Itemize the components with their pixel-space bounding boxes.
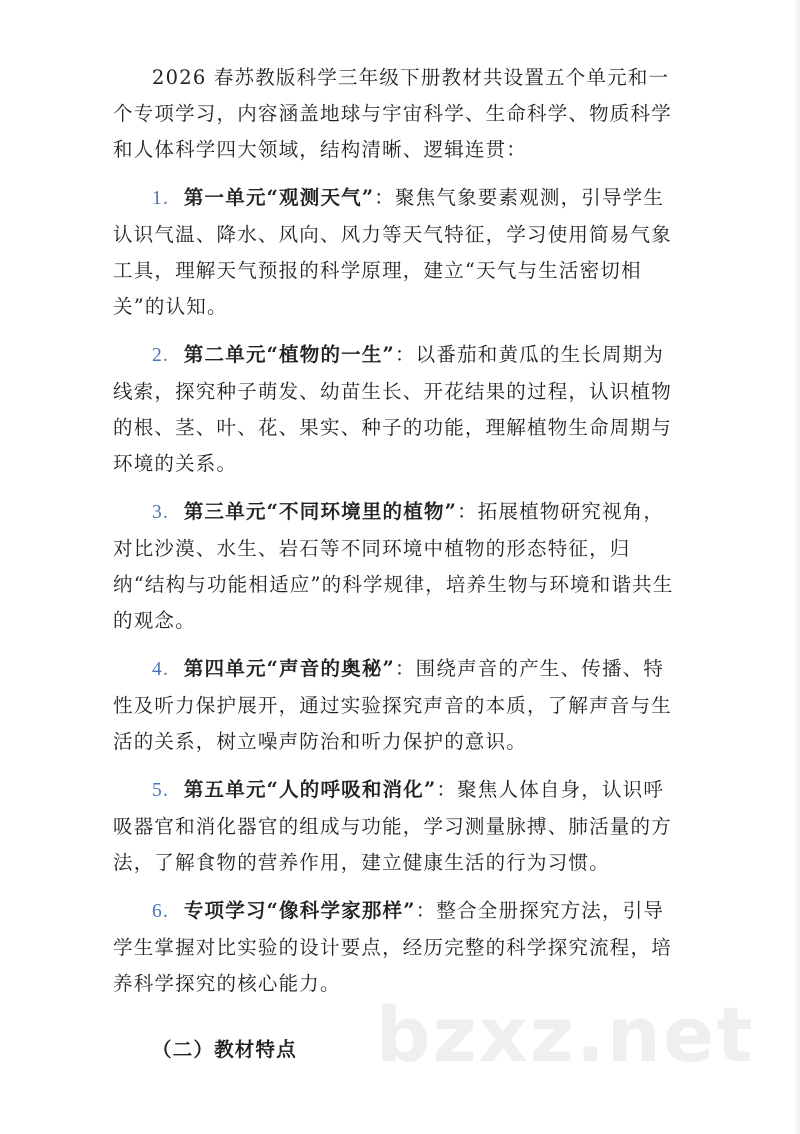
item-number: 6. [152, 901, 170, 922]
item-title: 专项学习“像科学家那样” [183, 899, 416, 922]
list-item-6 [113, 893, 683, 1002]
item-text: ：围绕声音的产生、传播、特性及听力保护展开，通过实验探究声音的本质，了解声音与生活的关系，树立噪声防治和听力保护的意识。 [113, 657, 672, 753]
list-item-1 [113, 180, 683, 325]
document-body [113, 60, 683, 1068]
section-heading: （二）教材特点 [152, 1038, 297, 1061]
list-item-5 [113, 772, 683, 881]
list-item-2 [113, 337, 683, 482]
item-title: 第四单元“声音的奥秘” [183, 657, 395, 680]
item-title: 第一单元“观测天气” [183, 186, 375, 209]
list-item-3 [113, 494, 683, 639]
item-number: 3. [152, 502, 170, 523]
item-title: 第二单元“植物的一生” [183, 343, 395, 366]
item-number: 1. [152, 188, 170, 209]
item-text: ：整合全册探究方法，引导学生掌握对比实验的设计要点，经历完整的科学探究流程，培养科学探究的核心能力。 [113, 899, 672, 995]
item-text: ：拓展植物研究视角，对比沙漠、水生、岩石等不同环境中植物的形态特征，归纳“结构与功能相适应”的科学规律，培养生物与环境和谐共生的观念。 [113, 500, 674, 632]
item-title: 第五单元“人的呼吸和消化” [183, 778, 437, 801]
watermark: bzxz.net [376, 990, 755, 1079]
item-number: 4. [152, 659, 170, 680]
list-item-4 [113, 651, 683, 760]
item-text: ：聚焦气象要素观测，引导学生认识气温、降水、风向、风力等天气特征，学习使用简易气象工具，理解天气预报的科学原理，建立“天气与生活密切相关”的认知。 [113, 186, 672, 318]
intro-paragraph: 2026 春苏教版科学三年级下册教材共设置五个单元和一个专项学习，内容涵盖地球与宇宙科学、生命科学、物质科学和人体科学四大领域，结构清晰、逻辑连贯： [113, 66, 672, 161]
item-text: ：聚焦人体自身，认识呼吸器官和消化器官的组成与功能，学习测量脉搏、肺活量的方法，了解食物的营养作用，建立健康生活的行为习惯。 [113, 778, 672, 874]
page-edge-shadow [794, 0, 800, 1134]
item-text: ：以番茄和黄瓜的生长周期为线索，探究种子萌发、幼苗生长、开花结果的过程，认识植物的根、茎、叶、花、果实、种子的功能，理解植物生命周期与环境的关系。 [113, 343, 672, 475]
item-number: 5. [152, 780, 170, 801]
item-number: 2. [152, 345, 170, 366]
item-title: 第三单元“不同环境里的植物” [183, 500, 458, 523]
